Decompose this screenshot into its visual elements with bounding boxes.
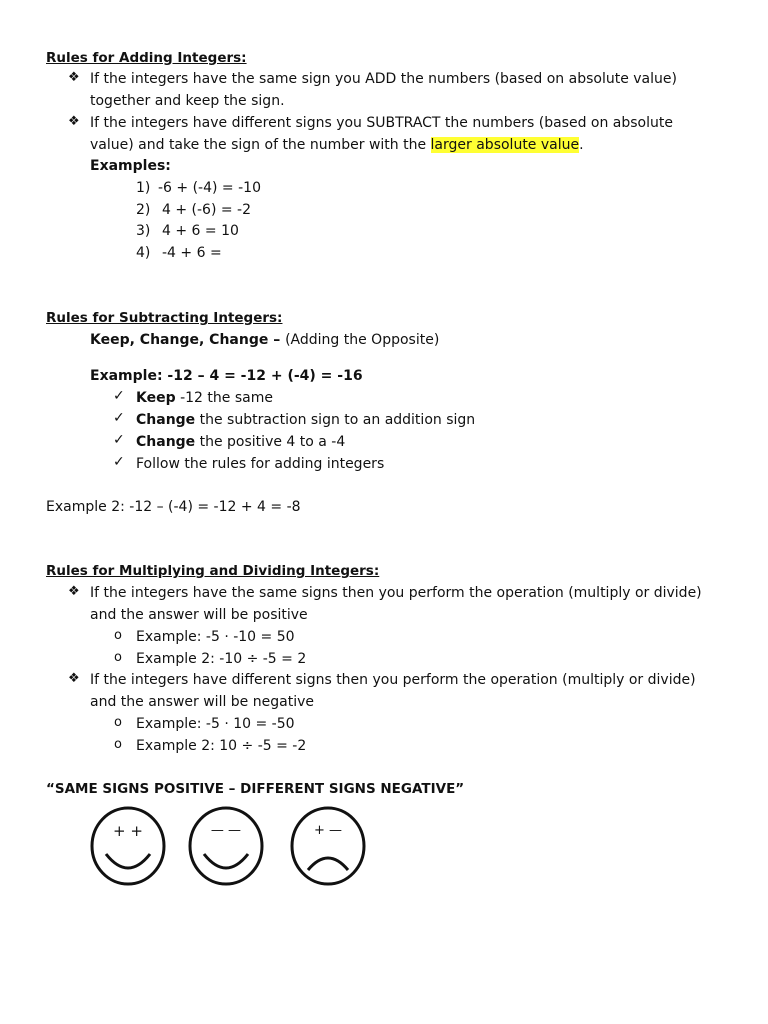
check-item-text: -12 the same — [175, 390, 273, 406]
face-signs: — — — [210, 823, 242, 838]
kcc-bold: Keep, Change, Change – — [90, 332, 286, 348]
adding-rule1-line1: If the integers have the same sign you ADD the numbers (based on absolute value) — [90, 71, 677, 87]
sad-face-icon — [292, 808, 364, 884]
kcc-line — [90, 330, 439, 350]
adding-rule2-line2 — [90, 135, 584, 155]
happy-face-negative-icon — [190, 808, 262, 884]
check-item-bold: Change — [136, 434, 196, 450]
mult-rule2-example2: Example 2: 10 ÷ -5 = -2 — [136, 738, 307, 754]
diamond-bullet-icon: ❖ — [68, 70, 80, 85]
example-number: 4) — [136, 245, 151, 261]
check-item-text: the positive 4 to a -4 — [195, 434, 346, 450]
mult-rule1-line1: If the integers have the same signs then you perform the operation (multiply or divide) — [90, 585, 702, 601]
highlighted-phrase: larger absolute value — [430, 137, 580, 153]
diamond-bullet-icon: ❖ — [68, 671, 80, 686]
check-item-text: the subtraction sign to an addition sign — [195, 412, 476, 428]
slogan: “SAME SIGNS POSITIVE – DIFFERENT SIGNS NEGATIVE” — [46, 781, 465, 797]
check-item-bold: Keep — [136, 390, 176, 406]
mult-rule1-line2: and the answer will be positive — [90, 607, 308, 623]
adding-heading: Rules for Adding Integers: — [46, 50, 247, 66]
adding-rule2-line2-pre: value) and take the sign of the number with the — [90, 137, 431, 153]
check-item — [136, 410, 475, 430]
checkmark-icon: ✓ — [113, 454, 125, 470]
circle-bullet-icon: o — [114, 650, 122, 665]
example-text: -6 + (-4) = -10 — [158, 180, 261, 196]
diamond-bullet-icon: ❖ — [68, 584, 80, 599]
multiplying-heading: Rules for Multiplying and Dividing Integers: — [46, 563, 380, 579]
diamond-bullet-icon: ❖ — [68, 114, 80, 129]
check-item — [136, 388, 273, 408]
subtracting-heading: Rules for Subtracting Integers: — [46, 310, 283, 326]
subtracting-example2: Example 2: -12 – (-4) = -12 + 4 = -8 — [46, 499, 301, 515]
mult-rule1-example1: Example: -5 · -10 = 50 — [136, 629, 295, 645]
face-signs: + + — [113, 822, 143, 840]
mult-rule2-line1: If the integers have different signs then you perform the operation (multiply or divide) — [90, 672, 696, 688]
circle-bullet-icon: o — [114, 628, 122, 643]
example-text: -4 + 6 = — [162, 245, 222, 261]
checkmark-icon: ✓ — [113, 410, 125, 426]
example-text: 4 + 6 = 10 — [162, 223, 239, 239]
example-text: 4 + (-6) = -2 — [162, 202, 252, 218]
adding-rule2-line2-post: . — [579, 137, 584, 153]
kcc-rest: (Adding the Opposite) — [285, 332, 440, 348]
check-item — [136, 454, 384, 474]
checkmark-icon: ✓ — [113, 388, 125, 404]
adding-rule2-line1: If the integers have different signs you SUBTRACT the numbers (based on absolute — [90, 115, 673, 131]
mult-rule2-example1: Example: -5 · 10 = -50 — [136, 716, 295, 732]
example-number: 2) — [136, 202, 151, 218]
example-number: 3) — [136, 223, 151, 239]
circle-bullet-icon: o — [114, 715, 122, 730]
check-item-bold: Change — [136, 412, 196, 428]
example-number: 1) — [136, 180, 151, 196]
subtracting-example: Example: -12 – 4 = -12 + (-4) = -16 — [90, 368, 363, 384]
checkmark-icon: ✓ — [113, 432, 125, 448]
mult-rule2-line2: and the answer will be negative — [90, 694, 314, 710]
adding-rule1-line2: together and keep the sign. — [90, 93, 285, 109]
face-signs: + — — [313, 823, 343, 838]
examples-label: Examples: — [90, 158, 171, 174]
mult-rule1-example2: Example 2: -10 ÷ -5 = 2 — [136, 651, 307, 667]
faces-illustration — [88, 806, 388, 886]
happy-face-positive-icon — [92, 808, 164, 884]
check-item — [136, 432, 345, 452]
circle-bullet-icon: o — [114, 737, 122, 752]
check-item-text: Follow the rules for adding integers — [136, 456, 385, 472]
